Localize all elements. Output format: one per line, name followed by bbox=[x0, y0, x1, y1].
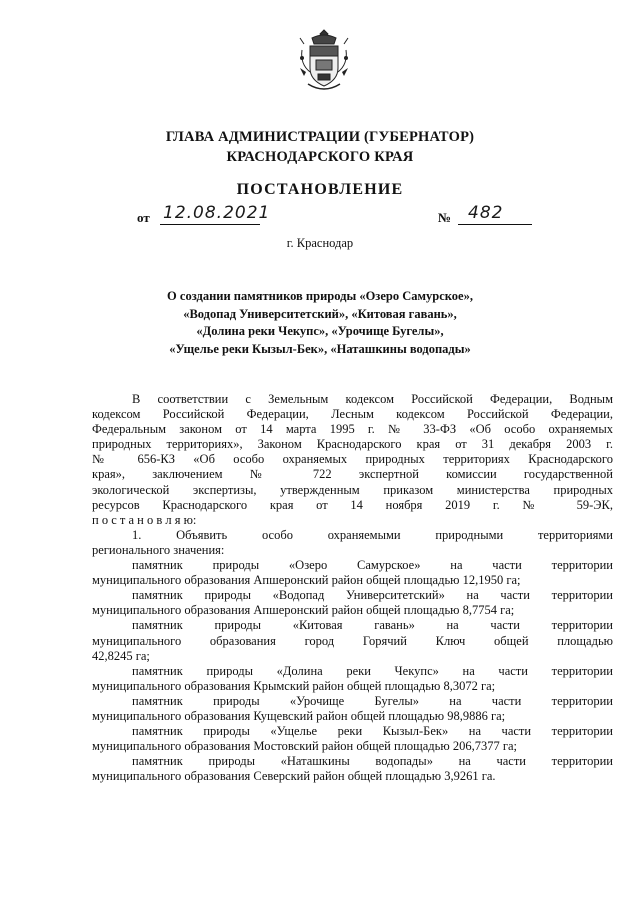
issuer-line-1: ГЛАВА АДМИНИСТРАЦИИ (ГУБЕРНАТОР) bbox=[165, 129, 475, 145]
list-item: муниципального образования Кущевский район общей площадью 98,9886 га; bbox=[92, 708, 506, 723]
list-item: муниципального образования Апшеронский район общей площадью 12,1950 га; bbox=[92, 573, 521, 588]
city: г. Краснодар bbox=[286, 236, 354, 250]
list-item: муниципального образования город Горячий Ключ общей площадью bbox=[92, 633, 613, 648]
list-item: памятник природы «Китовая гавань» на части территории bbox=[132, 618, 613, 633]
preamble-line: В соответствии с Земельным кодексом Российской Федерации, Водным bbox=[132, 392, 613, 406]
list-item: памятник природы «Урочище Бугелы» на части территории bbox=[132, 693, 613, 708]
subject-line-1: О создании памятников природы «Озеро Самурское», bbox=[167, 289, 473, 303]
preamble-line: ресурсов Краснодарского края от 14 ноября 2019 г. № 59-ЭК, bbox=[92, 497, 613, 512]
list-item: памятник природы «Озеро Самурское» на части территории bbox=[132, 558, 613, 573]
item-1-line: регионального значения: bbox=[92, 542, 225, 557]
list-item: памятник природы «Наташкины водопады» на части территории bbox=[132, 754, 613, 769]
document-date: 12.08.2021 bbox=[163, 203, 271, 223]
list-item: муниципального образования Мостовский район общей площадью 206,7377 га; bbox=[92, 739, 517, 754]
list-item: памятник природы «Водопад Университетский» на части территории bbox=[132, 588, 613, 603]
preamble-line: Федеральным законом от 14 марта 1995 г. № 33-ФЗ «Об особо охраняемых bbox=[92, 422, 613, 437]
preamble-line: кодексом Российской Федерации, Лесным кодексом Российской Федерации, bbox=[92, 407, 613, 422]
coat-of-arms-emblem bbox=[298, 28, 350, 96]
preamble-line: экологической экспертизы, утвержденным приказом министерства природных bbox=[92, 482, 613, 497]
list-item: 42,8245 га; bbox=[92, 648, 150, 663]
subject-line-2: «Водопад Университетский», «Китовая гавань», bbox=[183, 306, 457, 321]
subject-line-3: «Долина реки Чекупс», «Урочище Бугелы», bbox=[196, 324, 444, 338]
preamble-line: № 656-КЗ «Об особо охраняемых природных территориях Краснодарского bbox=[92, 452, 613, 467]
date-prefix: от bbox=[137, 210, 150, 225]
list-item: муниципального образования Северский район общей площадью 3,9261 га. bbox=[92, 769, 496, 784]
subject-line-4: «Ущелье реки Кызыл-Бек», «Наташкины водопады» bbox=[169, 341, 471, 356]
list-item: памятник природы «Ущелье реки Кызыл-Бек» на части территории bbox=[132, 724, 613, 739]
date-underline bbox=[160, 224, 260, 225]
list-item: памятник природы «Долина реки Чекупс» на части территории bbox=[132, 663, 613, 678]
decree-word: п о с т а н о в л я ю: bbox=[92, 512, 197, 527]
issuer-line-2: КРАСНОДАРСКОГО КРАЯ bbox=[226, 149, 414, 165]
document-body bbox=[92, 392, 613, 784]
preamble-line: природных территориях», Законом Краснодарского края от 31 декабря 2003 г. bbox=[92, 437, 613, 452]
preamble-line: края», заключением № 722 экспертной комиссии государственной bbox=[92, 467, 613, 482]
item-1-line: 1. Объявить особо охраняемыми природными территориями bbox=[132, 527, 613, 542]
document-type: ПОСТАНОВЛЕНИЕ bbox=[236, 181, 404, 198]
list-item: муниципального образования Апшеронский район общей площадью 8,7754 га; bbox=[92, 603, 515, 618]
list-item: муниципального образования Крымский район общей площадью 8,3072 га; bbox=[92, 678, 496, 693]
number-prefix: № bbox=[438, 210, 452, 225]
document-number: 482 bbox=[468, 203, 504, 223]
number-underline bbox=[458, 224, 532, 225]
